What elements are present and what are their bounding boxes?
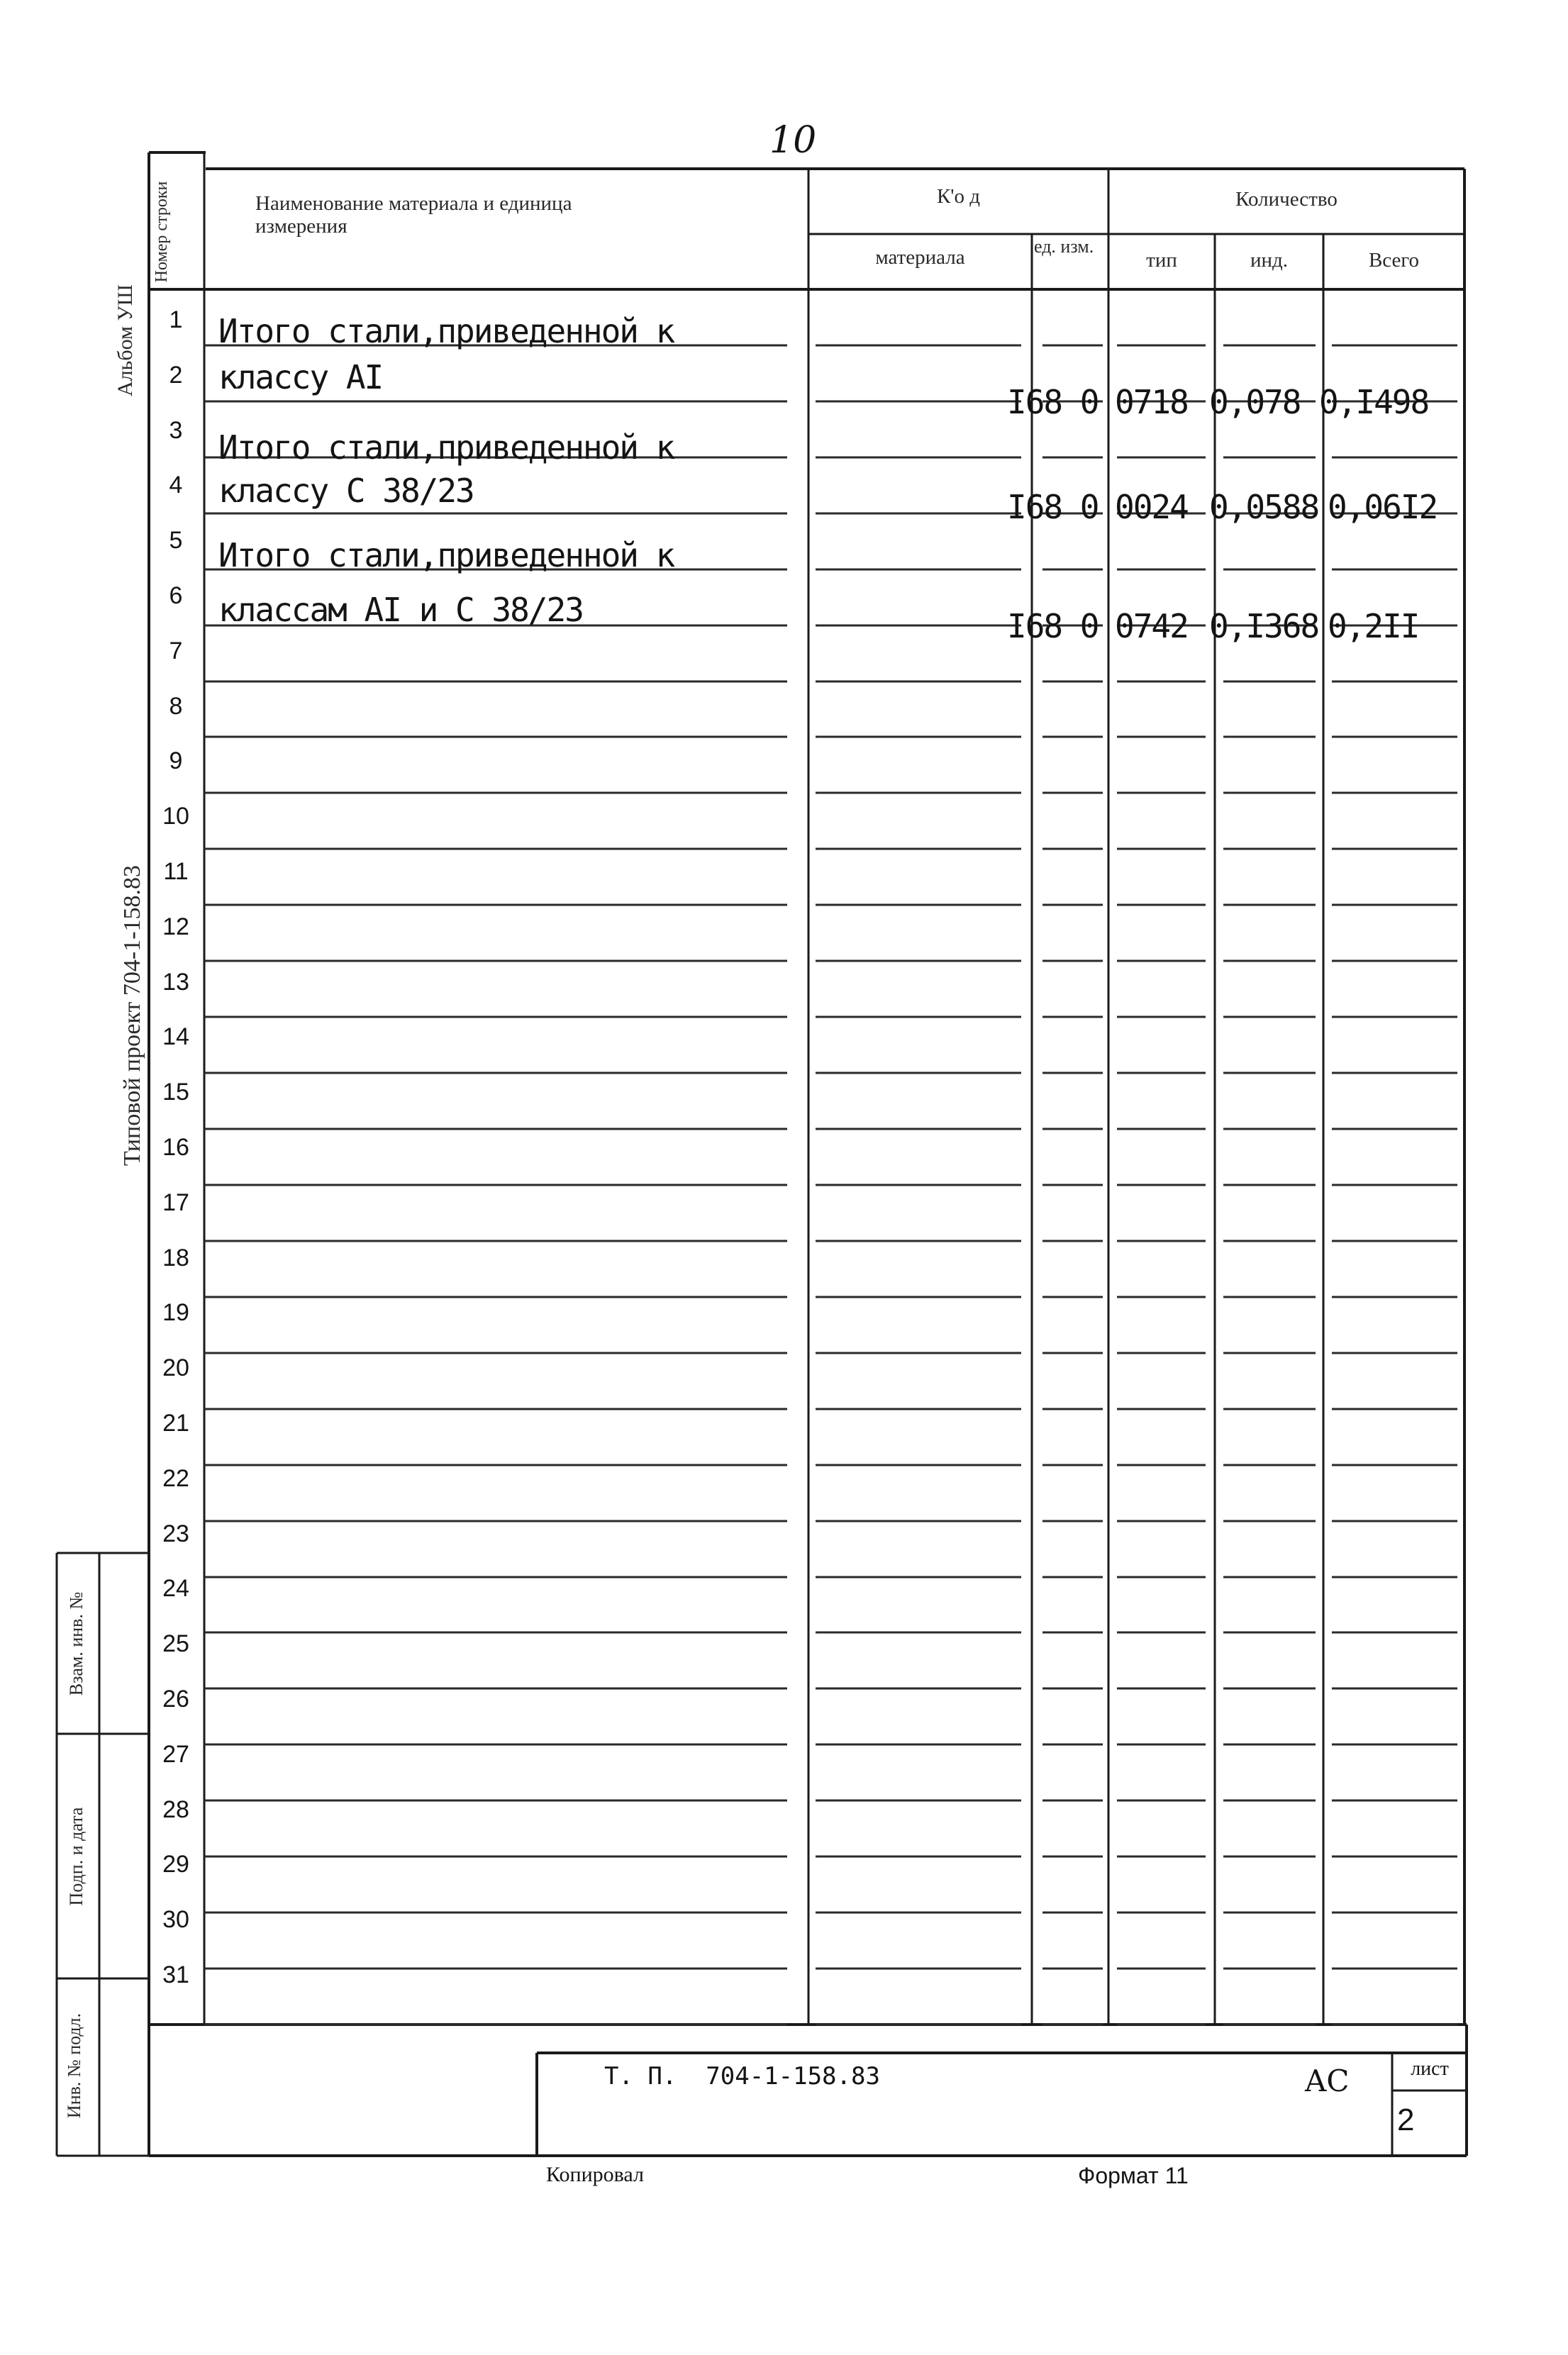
row-number: 29	[162, 1851, 189, 1878]
row-number: 4	[169, 472, 183, 499]
entry-3-code: I68 0	[1007, 607, 1099, 645]
entry-3-ind: 0,I368	[1209, 607, 1319, 645]
header-quantity-total: Всего	[1368, 249, 1420, 272]
row-number: 11	[163, 858, 189, 885]
row-number: 30	[162, 1906, 189, 1934]
entry-2-type: 0024	[1115, 488, 1188, 526]
entry-1-total: 0,I498	[1319, 383, 1429, 421]
row-number: 5	[169, 527, 183, 555]
entry-2-line-2: классу C 38/23	[218, 472, 474, 510]
row-number: 18	[162, 1244, 189, 1271]
entry-1-ind: 0,078	[1209, 383, 1301, 421]
row-number: 7	[169, 637, 183, 664]
row-number: 17	[162, 1188, 189, 1216]
entry-3-line-1: Итого стали,приведенной к	[218, 536, 674, 574]
header-quantity-ind: инд.	[1250, 249, 1289, 272]
stamp-cell-signature: Подп. и дата	[66, 1807, 87, 1906]
row-number: 15	[162, 1079, 189, 1106]
row-number: 19	[162, 1299, 189, 1327]
row-number: 2	[169, 361, 183, 389]
row-number: 25	[162, 1630, 189, 1658]
project-label: Типовой проект 704-1-158.83	[119, 864, 145, 1167]
entry-2-code: I68 0	[1007, 488, 1099, 526]
header-code-unit: ед. изм.	[1034, 236, 1094, 257]
row-number: 9	[169, 747, 183, 775]
entry-3-line-2: классам AI и C 38/23	[218, 591, 583, 629]
row-number: 12	[162, 913, 189, 940]
row-number: 21	[162, 1410, 189, 1437]
album-label: Альбом УШ	[113, 284, 137, 396]
row-number: 24	[162, 1575, 189, 1603]
header-code: К'о д	[936, 185, 981, 208]
title-mark: AC	[1305, 2064, 1350, 2098]
entry-3-total: 0,2II	[1328, 607, 1419, 645]
entry-1-code: I68 0	[1007, 383, 1099, 421]
footer-copied: Копировал	[546, 2163, 644, 2186]
row-number: 14	[162, 1023, 189, 1051]
stamp-cell-inventory: Инв. № подл.	[64, 2012, 84, 2119]
row-number: 1	[169, 306, 183, 333]
row-number: 13	[162, 968, 189, 996]
entry-2-total: 0,06I2	[1328, 488, 1438, 526]
row-number: 16	[162, 1134, 189, 1161]
entry-2-ind: 0,0588	[1209, 488, 1319, 526]
page-number: 10	[769, 119, 817, 162]
entry-1-line-2: классу AI	[218, 358, 383, 396]
row-number: 28	[162, 1796, 189, 1823]
entry-2-line-1: Итого стали,приведенной к	[218, 428, 674, 467]
row-number: 26	[162, 1686, 189, 1713]
stamp-cell-replaced: Взам. инв. №	[66, 1591, 87, 1696]
row-number: 10	[162, 803, 189, 830]
entry-1-line-1: Итого стали,приведенной к	[218, 312, 674, 350]
row-number: 22	[162, 1464, 189, 1492]
title-designation: Т. П. 704-1-158.83	[604, 2062, 880, 2090]
entry-3-type: 0742	[1115, 607, 1188, 645]
header-row-number: Номер строки	[152, 181, 171, 283]
sheet-number: 2	[1397, 2103, 1415, 2137]
row-number: 20	[162, 1354, 189, 1382]
entry-1-type: 0718	[1115, 383, 1188, 421]
row-number: 27	[162, 1740, 189, 1768]
footer-format: Формат 11	[1078, 2163, 1189, 2188]
row-number: 23	[162, 1520, 189, 1547]
header-code-material: материала	[875, 246, 965, 269]
row-number: 8	[169, 692, 183, 720]
row-number: 6	[169, 582, 183, 609]
sheet-label: лист	[1411, 2058, 1449, 2080]
row-number: 3	[169, 416, 183, 444]
header-name: Наименование материала и единица измерения	[255, 192, 572, 238]
row-number: 31	[162, 1961, 189, 1988]
header-quantity-type: тип	[1146, 249, 1177, 272]
header-quantity: Количество	[1235, 188, 1338, 211]
